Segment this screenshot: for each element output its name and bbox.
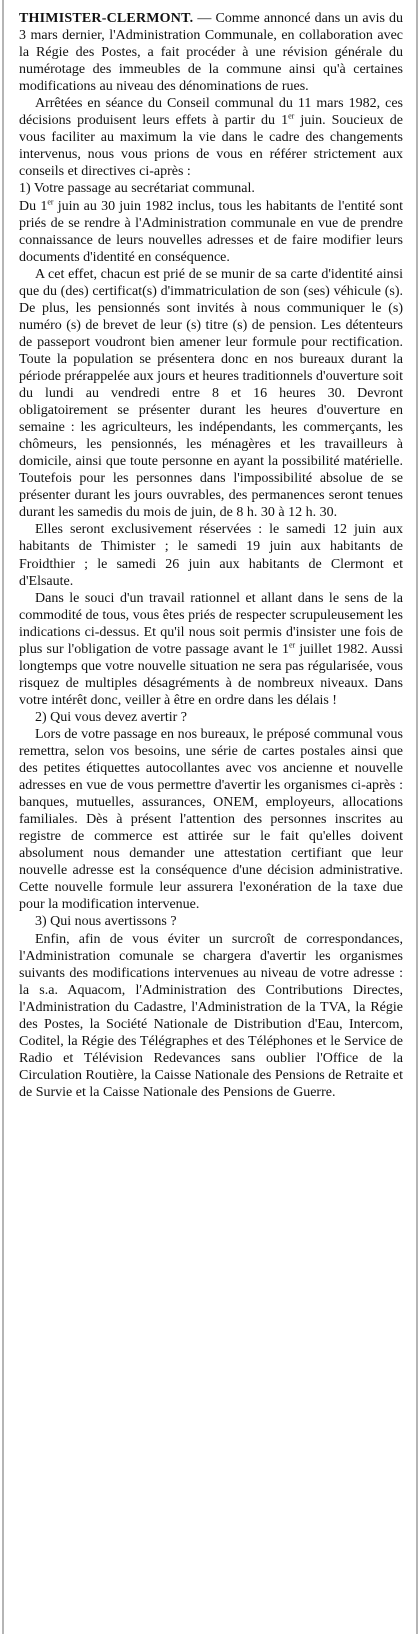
paragraph-council-decision: Arrêtées en séance du Conseil communal du 11 mars 1982, ces décisions produisent leurs effets à partir du 1er juin. Soucieux de vous faciliter au maximum la vie dans le cadre des changements intervenus, nous vous prions de vous en référer strictement aux conseils et directives ci-après : — [19, 96, 403, 180]
section-heading-2: 2) Qui vous devez avertir ? — [35, 709, 187, 725]
intro-text: — Comme annoncé dans un avis du 3 mars dernier, l'Administration Communale, en collaboration avec la Régie des Postes, a fait procéder à une révision générale du numérotage des immeubles de la commune ainsi qu'à certaines modifications au niveau des dénominations de rues. — [19, 11, 403, 95]
paragraph-dates: Du 1er juin au 30 juin 1982 inclus, tous les habitants de l'entité sont priés de se rendre à l'Administration communale en vue de prendre connaissance de leurs nouvelles adresses et de faire modifier leurs documents d'identité en conséquence. — [19, 196, 403, 265]
paragraph-intro — [19, 10, 403, 95]
paragraph-saturdays: Elles seront exclusivement réservées : le samedi 12 juin aux habitants de Thimister ; le samedi 19 juin aux habitants de Froidthier ; le samedi 26 juin aux habitants de Clermont et d'Elsaute. — [19, 522, 403, 589]
headline: THIMISTER-CLERMONT. — [19, 11, 194, 26]
section-heading-3: 3) Qui nous avertissons ? — [35, 914, 177, 930]
paragraph-respect-indications: Dans le souci d'un travail rationnel et allant dans le sens de la commodité de tous, vous êtes priés de respecter scrupuleusement les indications ci-dessus. Et qu'il nous soit permis d'insister une fois de plus sur l'obligation de votre passage avant le 1er juillet 1982. Aussi longtemps que votre nouvelle situation ne sera pas régularisée, vous risquez de multiples désagréments à de nombreux niveaux. Dans votre intérêt donc, veiller à être en ordre dans les délais ! — [19, 590, 403, 708]
section-heading-1: 1) Votre passage au secrétariat communal. — [19, 181, 255, 197]
paragraph-who-we-notify: Enfin, afin de vous éviter un surcroît de correspondances, l'Administration comunale se chargera d'avertir les organismes suivants des modifications intervenues au niveau de votre adresse : la s.a. Aquacom, l'Administration des Contributions Directes, l'Administration du Cadastre, l'Administration de la TVA, la Régie des Postes, la Société Nationale de Distribution d'Eau, Intercom, Coditel, la Régie des Télégraphes et des Téléphones et le Service de Radio et Télévision Redevances sans oublier l'Office de la Circulation Routière, la Caisse Nationale des Pensions de Retraite et de Survie et la Caisse Nationale des Pensions de Guerre. — [19, 931, 403, 1100]
paragraph-documents: A cet effet, chacun est prié de se munir de sa carte d'identité ainsi que du (des) certificat(s) d'immatriculation de son (ses) véhicule (s). De plus, les pensionnés sont invités à nous communiquer le (s) numéro (s) de brevet de leur (s) titre (s) de pension. Les détenteurs de passeport voudront bien amener leur formule pour rectification. Toute la population se présentera donc en nos bureaux durant la période prérappelée aux jours et heures traditionnels d'ouverture soit du lundi au vendredi entre 8 et 16 heures 30. Devront obligatoirement se présenter durant les heures d'ouverture en semaine : les agriculteurs, les indépendants, les commerçants, les chômeurs, les pensionnés, les ménagères et les travailleurs à domicile, ainsi que toute personne en ayant la possibilité matérielle. Toutefois pour les personnes dans l'impossibilité absolue de se présenter durant les jours ouvrables, des permanences seront tenues durant les samedis du mois de juin, de 8 h. 30 à 12 h. 30. — [19, 266, 403, 521]
paragraph-who-to-notify: Lors de votre passage en nos bureaux, le préposé communal vous remettra, selon vos besoins, une série de cartes postales ainsi que des petites étiquettes autocollantes avec vos ancienne et nouvelle adresses en vue de vous permettre d'avertir les organismes ci-après : banques, mutuelles, assurances, ONEM, employeurs, allocations familiales. Dès à présent l'attention des personnes inscrites au registre de commerce est attirée sur le fait qu'elles doivent absolument nous demander une attestation certifiant que leur nouvelle adresse est la conséquence d'une décision administrative. Cette nouvelle formule leur assurera l'exonération de la taxe due pour la modification intervenue. — [19, 726, 403, 913]
